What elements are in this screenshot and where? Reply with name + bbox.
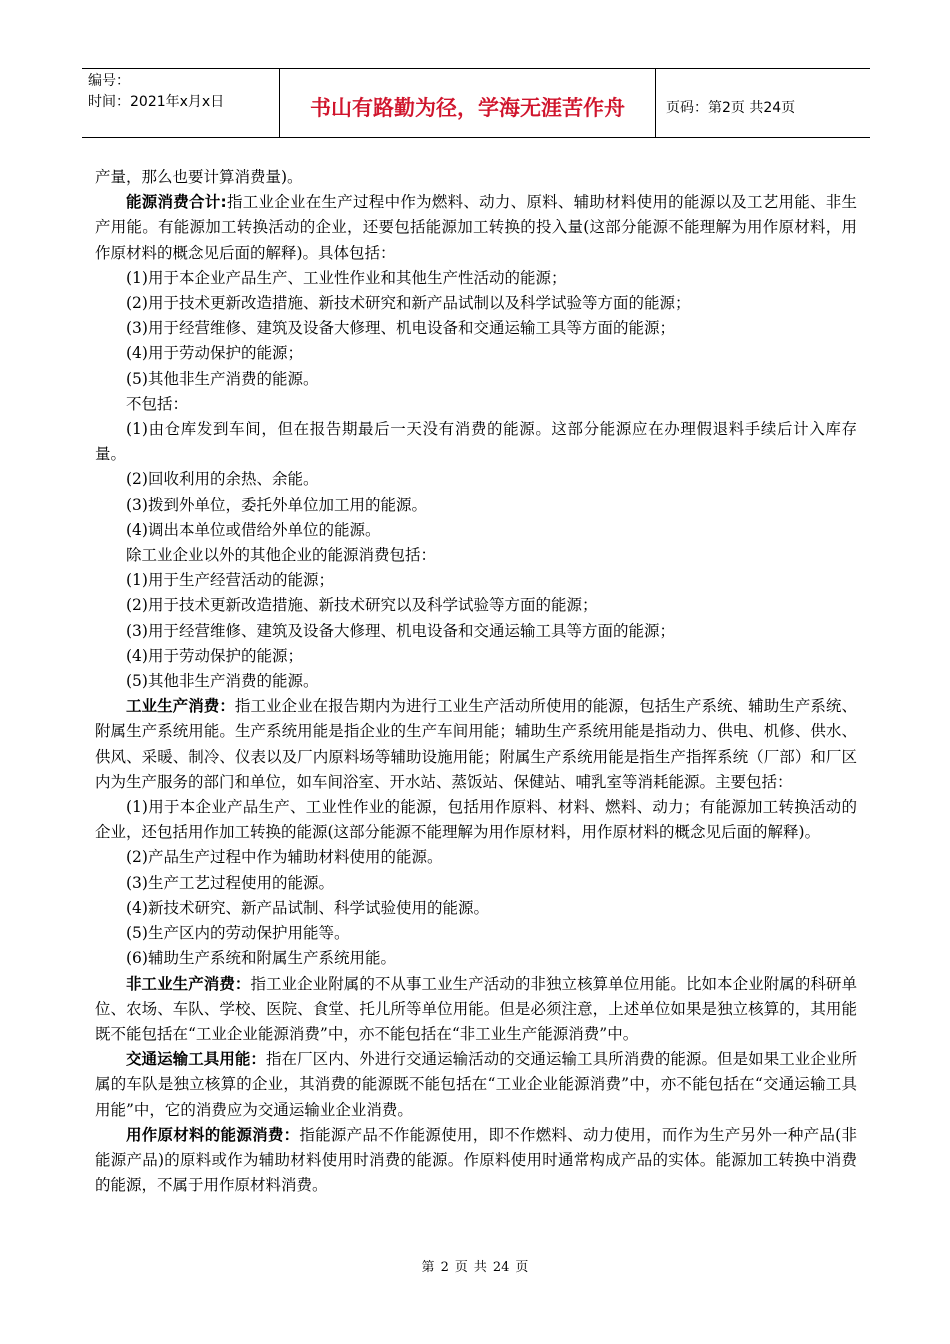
page-header (82, 68, 870, 138)
term-heading: 能源消费合计: (126, 193, 227, 212)
list-item: (3)用于经营维修、建筑及设备大修理、机电设备和交通运输工具等方面的能源； (126, 621, 675, 640)
header-meta (82, 69, 280, 137)
footer-gong: 共 (473, 1260, 487, 1275)
header-page-info: 页码：第2页 共24页 (666, 100, 796, 116)
footer-page-number: 2 (440, 1260, 449, 1275)
term-definition: 指能源产品不作能源使用，即不作燃料、动力使用，而作为生产另外一种产品(非能源产品)的原料或作为辅助材料使用时消费的能源。作原料使用时通常构成产品的实体。能源加工转换中消费的能源，不属于用作原材料消费。 (95, 1125, 857, 1195)
term-definition: 指工业企业在报告期内为进行工业生产活动所使用的能源，包括生产系统、辅助生产系统、附属生产系统用能。生产系统用能是指企业的生产车间用能；辅助生产系统用能是指动力、供电、机修、供水、供风、采暖、制冷、仪表以及厂内原料场等辅助设施用能；附属生产系统用能是指生产指挥系统（厂部）和厂区内为生产服务的部门和单位，如车间浴室、开水站、蒸饭站、保健站、哺乳室等消耗能源。主要包括： (95, 697, 857, 791)
list-item: (1)用于本企业产品生产、工业性作业的能源，包括用作原料、材料、燃料、动力；有能源加工转换活动的企业，还包括用作加工转换的能源(这部分能源不能理解为用作原材料，用作原材料的概念见后面的解释)。 (95, 798, 857, 842)
list-item: (1)用于本企业产品生产、工业性作业和其他生产性活动的能源； (126, 268, 567, 287)
term-heading: 工业生产消费： (126, 697, 235, 716)
paragraph-raw-material-energy (95, 1123, 857, 1199)
list-item: (6)辅助生产系统和附属生产系统用能。 (126, 949, 396, 968)
document-body (95, 165, 857, 1198)
document-number-label: 编号： (88, 73, 130, 89)
paragraph-transport-energy (95, 1047, 857, 1123)
paragraph: 产量，那么也要计算消费量)。 (95, 168, 303, 186)
list-item: (5)其他非生产消费的能源。 (126, 369, 319, 388)
header-motto: 书山有路勤为径，学海无涯苦作舟 (280, 69, 656, 137)
paragraph-energy-total (95, 190, 857, 266)
list-item: (4)新技术研究、新产品试制、科学试验使用的能源。 (126, 898, 489, 917)
list-item: (1)用于生产经营活动的能源； (126, 571, 334, 590)
footer-ye2: 页 (515, 1260, 529, 1275)
list-item: (3)用于经营维修、建筑及设备大修理、机电设备和交通运输工具等方面的能源； (126, 319, 675, 338)
document-date: 时间：2021年x月x日 (88, 94, 225, 110)
paragraph: 除工业企业以外的其他企业的能源消费包括： (126, 546, 437, 565)
list-item: (3)生产工艺过程使用的能源。 (126, 873, 334, 892)
term-definition: 指在厂区内、外进行交通运输活动的交通运输工具所消费的能源。但是如果工业企业所属的车队是独立核算的企业，其消费的能源既不能包括在“工业企业能源消费”中，亦不能包括在“交通运输工具用能”中，它的消费应为交通运输业企业消费。 (95, 1050, 857, 1119)
footer-ye: 页 (454, 1260, 468, 1275)
paragraph-nonindustrial-consumption (95, 972, 857, 1048)
list-item: (2)产品生产过程中作为辅助材料使用的能源。 (126, 848, 443, 867)
page-footer (0, 1256, 950, 1275)
list-item: (3)拨到外单位，委托外单位加工用的能源。 (126, 495, 427, 514)
list-item: (4)用于劳动保护的能源； (126, 344, 303, 363)
list-item: (4)用于劳动保护的能源； (126, 646, 303, 665)
term-heading: 交通运输工具用能： (126, 1050, 266, 1069)
term-definition: 指工业企业附属的不从事工业生产活动的非独立核算单位用能。比如本企业附属的科研单位、农场、车队、学校、医院、食堂、托儿所等单位用能。但是必须注意，上述单位如果是独立核算的，其用能既不能包括在“工业企业能源消费”中，亦不能包括在“非工业生产能源消费”中。 (95, 974, 857, 1043)
term-heading: 用作原材料的能源消费： (126, 1125, 300, 1144)
exclude-label: 不包括： (126, 394, 189, 413)
list-item: (5)其他非生产消费的能源。 (126, 672, 319, 691)
footer-di: 第 (421, 1260, 435, 1275)
list-item: (1)由仓库发到车间，但在报告期最后一天没有消费的能源。这部分能源应在办理假退料手续后计入库存量。 (95, 420, 857, 464)
list-item: (2)用于技术更新改造措施、新技术研究以及科学试验等方面的能源； (126, 596, 598, 615)
list-item: (5)生产区内的劳动保护用能等。 (126, 924, 350, 943)
term-definition: 指工业企业在生产过程中作为燃料、动力、原料、辅助材料使用的能源以及工艺用能、非生产用能。有能源加工转换活动的企业，还要包括能源加工转换的投入量(这部分能源不能理解为用作原材料，用作原材料的概念见后面的解释)。具体包括： (95, 193, 857, 262)
paragraph-industrial-consumption (95, 694, 857, 795)
list-item: (2)回收利用的余热、余能。 (126, 470, 319, 489)
term-heading: 非工业生产消费： (126, 974, 251, 993)
footer-total-pages: 24 (492, 1260, 510, 1275)
list-item: (4)调出本单位或借给外单位的能源。 (126, 520, 381, 539)
list-item: (2)用于技术更新改造措施、新技术研究和新产品试制以及科学试验等方面的能源； (126, 294, 691, 313)
